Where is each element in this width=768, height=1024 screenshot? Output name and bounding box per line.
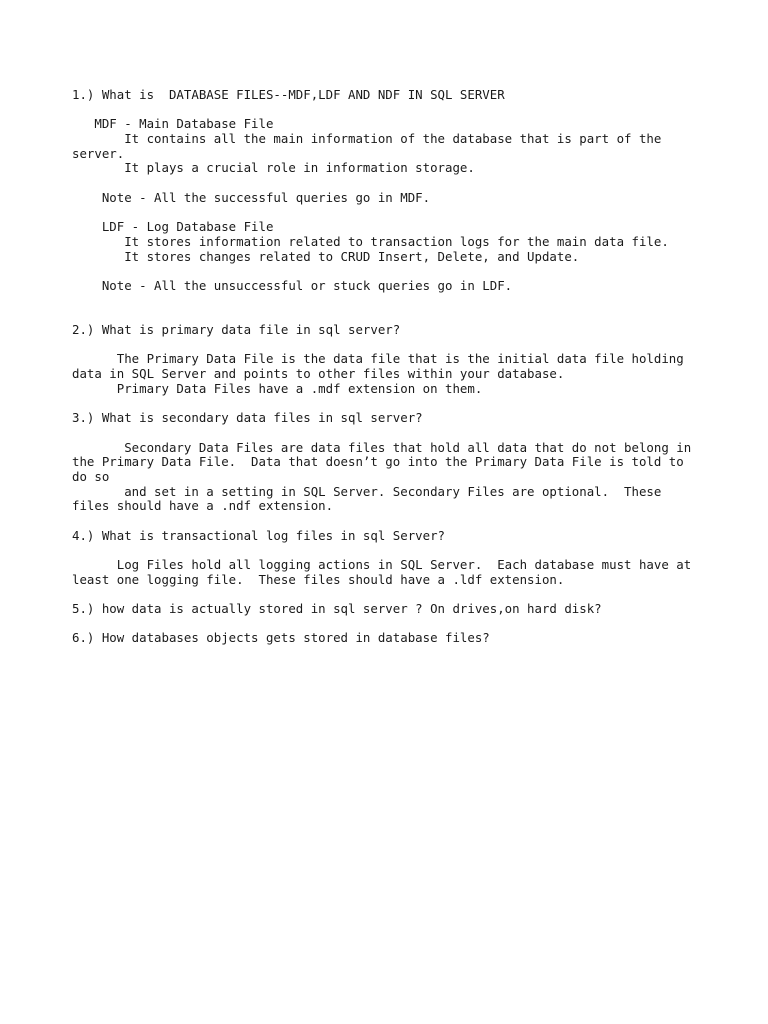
text-line: It contains all the main information of the database that is part of the xyxy=(72,131,662,147)
text-line: Secondary Data Files are data files that hold all data that do not belong in xyxy=(72,439,692,455)
text-line xyxy=(72,264,712,279)
text-line: MDF - Main Database File xyxy=(72,116,274,132)
text-line xyxy=(72,206,712,221)
text-line: 4.) What is transactional log files in sql Server? xyxy=(72,527,445,543)
text-line xyxy=(72,103,712,118)
text-line: least one logging file. These files should have a .ldf extension. xyxy=(72,571,565,587)
text-line: Note - All the unsuccessful or stuck queries go in LDF. xyxy=(72,277,513,293)
text-line: It stores changes related to CRUD Insert, Delete, and Update. xyxy=(72,248,580,264)
text-line: the Primary Data File. Data that doesn’t go into the Primary Data File is told to xyxy=(72,454,684,470)
text-line xyxy=(72,617,712,632)
text-line: files should have a .ndf extension. xyxy=(72,498,334,514)
text-line xyxy=(72,396,712,411)
text-line: do so xyxy=(72,468,110,484)
text-line xyxy=(72,176,712,191)
text-line: 2.) What is primary data file in sql server? xyxy=(72,322,401,337)
document-body xyxy=(72,88,712,646)
text-line: LDF - Log Database File xyxy=(72,219,274,235)
text-line xyxy=(72,514,712,529)
text-line xyxy=(72,338,712,353)
text-line: 6.) How databases objects gets stored in database files? xyxy=(72,630,490,646)
text-line: and set in a setting in SQL Server. Secondary Files are optional. These xyxy=(72,483,662,499)
text-line: Note - All the successful queries go in MDF. xyxy=(72,189,431,205)
text-line: 5.) how data is actually stored in sql server ? On drives,on hard disk? xyxy=(72,601,602,617)
text-line xyxy=(72,587,712,602)
text-line: It stores information related to transaction logs for the main data file. xyxy=(72,233,669,249)
text-line xyxy=(72,308,712,323)
text-line: server. xyxy=(72,145,125,161)
text-line: 3.) What is secondary data files in sql server? xyxy=(72,410,423,426)
text-line xyxy=(72,543,712,558)
text-line: The Primary Data File is the data file that is the initial data file holding xyxy=(72,351,684,367)
text-line: 1.) What is DATABASE FILES--MDF,LDF AND NDF IN SQL SERVER xyxy=(72,87,505,102)
text-line: data in SQL Server and points to other files within your database. xyxy=(72,366,565,382)
text-line xyxy=(72,294,712,309)
text-line xyxy=(72,426,712,441)
text-line: It plays a crucial role in information storage. xyxy=(72,160,475,176)
text-line: Primary Data Files have a .mdf extension on them. xyxy=(72,380,483,396)
text-line: Log Files hold all logging actions in SQL Server. Each database must have at xyxy=(72,557,692,572)
